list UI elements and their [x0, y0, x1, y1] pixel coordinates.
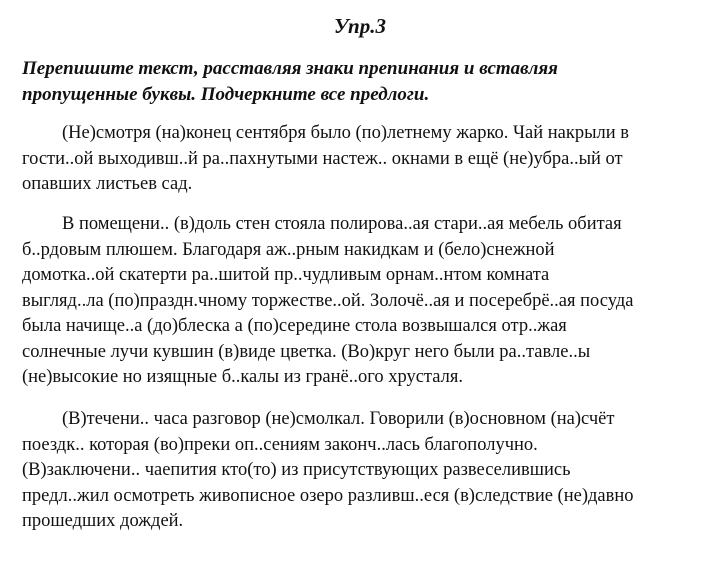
paragraph-line: опавших листьев сад. [22, 174, 193, 194]
exercise-instruction [22, 56, 702, 108]
paragraph-line: В помещени.. (в)доль стен стояла полирова..ая стари..ая мебель обитая [62, 214, 622, 234]
paragraph-line: (В)заключени.. чаепития кто(то) из присутствующих развеселившись [22, 460, 571, 480]
instruction-line: Перепишите текст, расставляя знаки препинания и вставляя [22, 58, 558, 79]
paragraph-line: была начище..а (до)блеска а (по)середине стола возвышался отр..жая [22, 316, 567, 336]
paragraph-line: прошедших дождей. [22, 511, 184, 531]
paragraph-line: (Не)смотря (на)конец сентября было (по)летнему жарко. Чай накрыли в [62, 123, 630, 143]
paragraph-line: (В)течени.. часа разговор (не)смолкал. Говорили (в)основном (на)счёт [62, 409, 615, 429]
exercise-title: Упр.3 [334, 14, 386, 38]
paragraph-line: гости..ой выходивш..й ра..пахнутыми настеж.. окнами в ещё (не)убра..ый от [22, 148, 623, 169]
text-paragraph-3 [22, 407, 712, 535]
paragraph-line: б..рдовым плюшем. Благодаря аж..рным накидкам и (бело)снежной [22, 239, 555, 260]
paragraph-line: предл..жил осмотреть живописное озеро разливш..еся (в)следствие (не)давно [22, 485, 634, 506]
paragraph-line: (не)высокие но изящные б..калы из гранё..ого хрусталя. [22, 367, 463, 387]
text-paragraph-2 [22, 212, 712, 391]
paragraph-line: солнечные лучи кувшин (в)виде цветка. (Во)круг него были ра..тавле..ы [22, 341, 591, 362]
paragraph-line: поездк.. которая (во)преки оп..сениям законч..лась благополучно. [22, 434, 538, 455]
text-paragraph-1 [22, 121, 712, 198]
paragraph-line: выгляд..ла (по)праздн.чному торжестве..ой. Золочё..ая и посеребрё..ая посуда [22, 290, 634, 311]
instruction-line: пропущенные буквы. Подчеркните все предлоги. [22, 84, 430, 105]
paragraph-line: домотка..ой скатерти ра..шитой пр..чудливым орнам..нтом комната [22, 265, 550, 285]
